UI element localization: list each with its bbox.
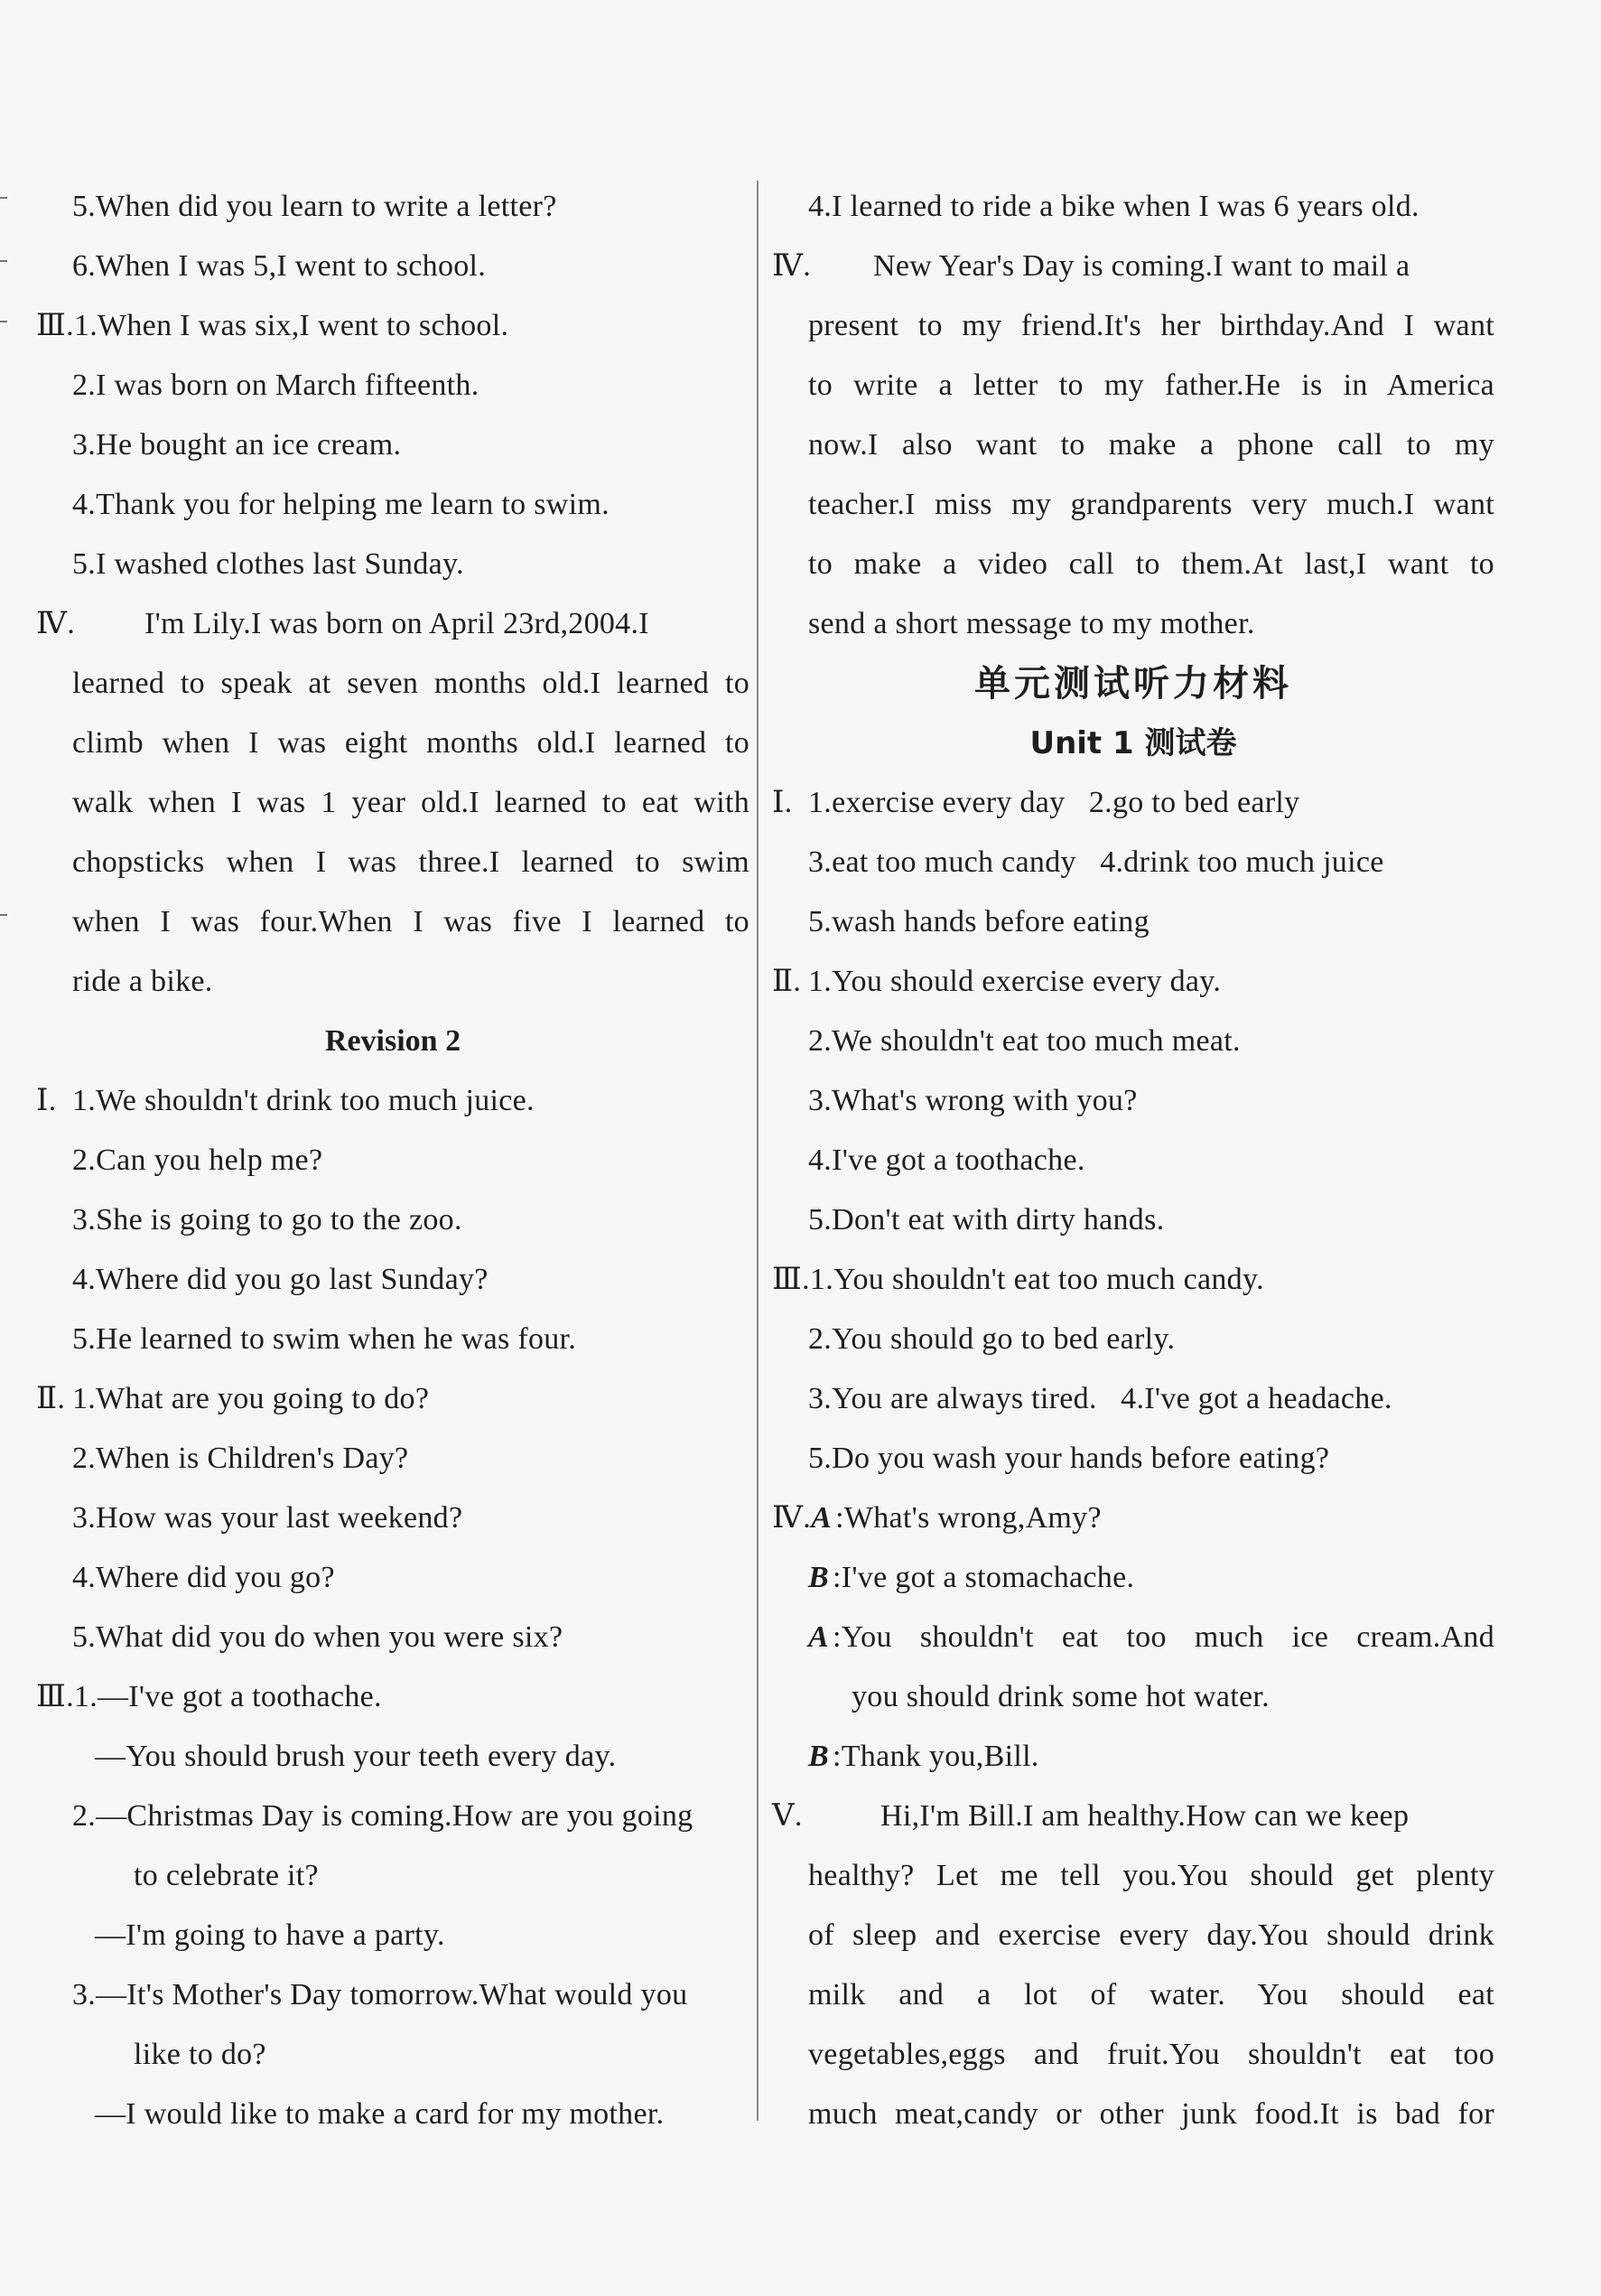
rev-III-first [36,1667,749,1727]
speaker-label: B [808,1740,829,1773]
unit-title: Unit 1 测试卷 [1029,725,1237,761]
answer-line: 3.She is going to go to the zoo. [72,1203,462,1237]
unit-II-first [772,952,1494,1012]
dialogue-line: I've got a stomachache. [841,1561,1135,1594]
page-edge-mark [0,914,7,916]
answer-line: 1.exercise every day 2.go to bed early [808,786,1300,819]
revision-title: Revision 2 [324,1024,461,1058]
answer-line: 4.Where did you go? [72,1561,335,1594]
dialogue-row [772,1608,1494,1667]
unit-III-first [772,1250,1494,1310]
section-numeral: Ⅴ. [772,1799,803,1833]
speaker-colon: : [835,1501,844,1535]
speaker-label: B [808,1561,829,1594]
passage-line: vegetables,eggs and fruit.You shouldn't eat too [808,2038,1494,2071]
speaker-colon: : [832,1740,842,1773]
answer-line: 4.I learned to ride a bike when I was 6 years old. [808,190,1419,223]
unit-I-first [772,773,1494,833]
dialogue-line: 2.—Christmas Day is coming.How are you going [72,1799,693,1833]
page-edge-mark [0,197,7,199]
passage-line: ride a bike. [72,965,213,998]
main-title: 单元测试听力材料 [974,663,1292,705]
section-numeral: Ⅰ. [772,786,793,819]
dialogue-line: —I'm going to have a party. [95,1918,445,1952]
section-numeral: Ⅳ. [36,607,76,640]
answer-line: 3.He bought an ice cream. [72,428,402,462]
answer-line: 3.What's wrong with you? [808,1084,1138,1117]
dialogue-line: What's wrong,Amy? [843,1501,1102,1535]
unit-V-first [772,1787,1494,1846]
answer-line: 5.What did you do when you were six? [72,1620,563,1654]
passage-line: healthy? Let me tell you.You should get plenty [808,1859,1494,1892]
section-numeral: Ⅲ. [36,309,74,342]
passage-line: I'm Lily.I was born on April 23rd,2004.I [144,607,649,640]
speaker-label: A [811,1501,833,1535]
answer-line: 1.We shouldn't drink too much juice. [72,1084,535,1117]
section-III-first [36,296,749,356]
passage-line: send a short message to my mother. [808,607,1255,640]
dialogue-row [772,1727,1494,1787]
right-column [772,177,1494,2144]
answer-line: 6.When I was 5,I went to school. [72,249,487,283]
dialogue-line: You shouldn't eat too much ice cream.And [841,1620,1494,1654]
answer-line: 2.Can you help me? [72,1143,323,1177]
speaker-colon: : [832,1561,842,1594]
dialogue-line: —I would like to make a card for my mother. [95,2097,665,2131]
answer-line: 5.Do you wash your hands before eating? [808,1442,1330,1475]
passage-line: Hi,I'm Bill.I am healthy.How can we keep [880,1799,1410,1833]
left-column [36,177,749,2144]
page-edge-mark [0,260,7,262]
answer-line: 5.He learned to swim when he was four. [72,1322,577,1356]
answer-line: 2.You should go to bed early. [808,1322,1176,1356]
rev-II-first [36,1369,749,1429]
passage-line: much meat,candy or other junk food.It is bad for [808,2097,1494,2131]
passage-line: to write a letter to my father.He is in America [808,369,1494,402]
section-IV-first [772,237,1494,296]
passage-line: now.I also want to make a phone call to my [808,428,1494,462]
passage-line: teacher.I miss my grandparents very much.I want [808,488,1494,521]
dialogue-line: Thank you,Bill. [841,1740,1039,1773]
answer-line: 2.We shouldn't eat too much meat. [808,1024,1241,1058]
speaker-label: A [808,1620,829,1654]
answer-line: 5.I washed clothes last Sunday. [72,547,464,581]
answer-line: 5.Don't eat with dirty hands. [808,1203,1165,1237]
section-numeral: Ⅱ. [36,1382,66,1415]
answer-line: 1.When I was six,I went to school. [73,309,509,342]
answer-line: 3.You are always tired. 4.I've got a headache. [808,1382,1392,1415]
rev-I-first [36,1071,749,1131]
answer-line: 5.When did you learn to write a letter? [72,190,557,223]
answer-line: 2.When is Children's Day? [72,1442,409,1475]
unit-IV-first [772,1489,1494,1548]
section-numeral: Ⅳ. [772,1501,812,1535]
dialogue-row [772,1548,1494,1608]
section-numeral: Ⅳ. [772,249,812,283]
dialogue-line: to celebrate it? [134,1859,319,1892]
passage-line: of sleep and exercise every day.You should drink [808,1918,1494,1952]
dialogue-line: 1.—I've got a toothache. [73,1680,382,1713]
passage-line: when I was four.When I was five I learned to [72,905,749,938]
answer-line: 1.You should exercise every day. [808,965,1222,998]
passage-line: milk and a lot of water. You should eat [808,1978,1494,2011]
section-numeral: Ⅲ. [772,1263,810,1296]
answer-line: 4.I've got a toothache. [808,1143,1085,1177]
section-IV-first [36,594,749,654]
section-numeral: Ⅰ. [36,1084,57,1117]
answer-line: 4.Thank you for helping me learn to swim. [72,488,610,521]
column-divider [757,181,759,2121]
passage-line: New Year's Day is coming.I want to mail a [873,249,1410,283]
answer-line: 1.You shouldn't eat too much candy. [809,1263,1264,1296]
dialogue-line: —You should brush your teeth every day. [95,1740,617,1773]
section-numeral: Ⅲ. [36,1680,74,1713]
passage-line: present to my friend.It's her birthday.And I want [808,309,1494,342]
answer-line: 5.wash hands before eating [808,905,1150,938]
passage-line: climb when I was eight months old.I learned to [72,726,749,760]
passage-line: to make a video call to them.At last,I want to [808,547,1494,581]
dialogue-line: you should drink some hot water. [852,1680,1270,1713]
answer-line: 3.How was your last weekend? [72,1501,463,1535]
passage-line: chopsticks when I was three.I learned to swim [72,845,749,879]
answer-line: 1.What are you going to do? [72,1382,430,1415]
speaker-colon: : [832,1620,842,1654]
answer-line: 4.Where did you go last Sunday? [72,1263,489,1296]
answer-line: 3.eat too much candy 4.drink too much juice [808,845,1384,879]
answer-line: 2.I was born on March fifteenth. [72,369,479,402]
dialogue-line: like to do? [134,2038,266,2071]
page-edge-mark [0,321,7,322]
passage-line: walk when I was 1 year old.I learned to eat with [72,786,749,819]
section-numeral: Ⅱ. [772,965,802,998]
dialogue-line: 3.—It's Mother's Day tomorrow.What would you [72,1978,688,2011]
passage-line: learned to speak at seven months old.I learned to [72,667,749,700]
